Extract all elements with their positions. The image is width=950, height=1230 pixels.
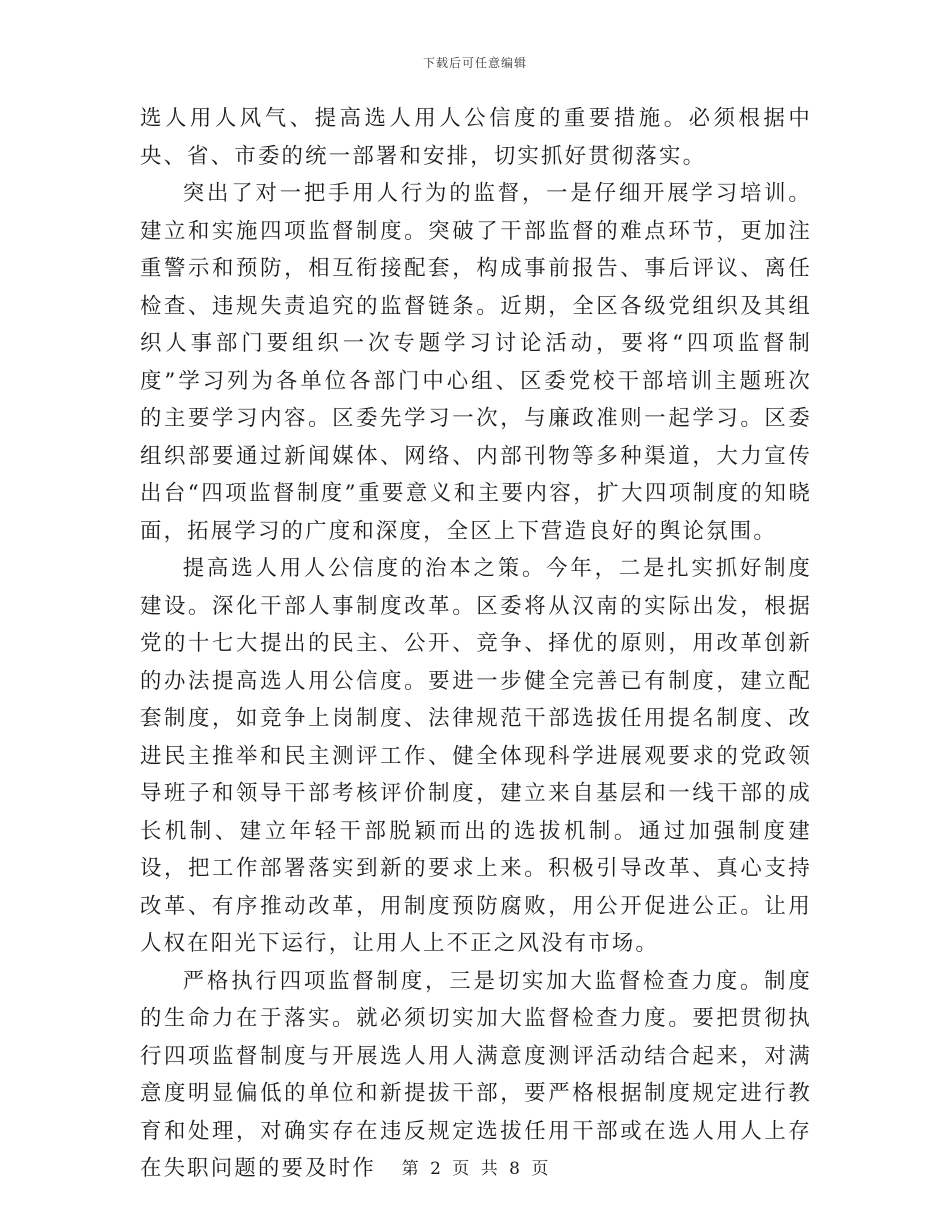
paragraph-supervision: 严格执行四项监督制度，三是切实加大监督检查力度。制度的生命力在于落实。就必须切实加大监督检查力度。要把贯彻执行四项监督制度与开展选人用人满意度测评活动结合起来，对满意度明显偏低的单位和新提拔干部，要严格根据制度规定进行教育和处理，对确实存在违反规定选拔任用干部或在选人用人上存在失职问题的要及时作 <box>140 968 812 1181</box>
page-header: 下载后可任意编辑 <box>422 56 527 70</box>
document-body <box>140 100 812 1188</box>
paragraph-system-building: 提高选人用人公信度的治本之策。今年，二是扎实抓好制度建设。深化干部人事制度改革。区委将从汉南的实际出发，根据党的十七大提出的民主、公开、竞争、择优的原则，用改革创新的办法提高选人用公信度。要进一步健全完善已有制度，建立配套制度，如竞争上岗制度、法律规范干部选拔任用提名制度、改进民主推举和民主测评工作、健全体现科学进展观要求的党政领导班子和领导干部考核评价制度，建立来自基层和一线干部的成长机制、建立年轻干部脱颖而出的选拔机制。通过加强制度建设，把工作部署落实到新的要求上来。积极引导改革、真心支持改革、有序推动改革，用制度预防腐败，用公开促进公正。让用人权在阳光下运行，让用人上不正之风没有市场。 <box>140 556 812 956</box>
paragraph-training: 突出了对一把手用人行为的监督，一是仔细开展学习培训。建立和实施四项监督制度。突破了干部监督的难点环节，更加注重警示和预防，相互衔接配套，构成事前报告、事后评议、离任检查、违规失责追究的监督链条。近期，全区各级党组织及其组织人事部门要组织一次专题学习讨论活动，要将“四项监督制度”学习列为各单位各部门中心组、区委党校干部培训主题班次的主要学习内容。区委先学习一次，与廉政准则一起学习。区委组织部要通过新闻媒体、网络、内部刊物等多种渠道，大力宣传出台“四项监督制度”重要意义和主要内容，扩大四项制度的知晓面，拓展学习的广度和深度，全区上下营造良好的舆论氛围。 <box>140 181 812 544</box>
page-number: 第 2 页 共 8 页 <box>401 1159 549 1179</box>
paragraph-continued: 选人用人风气、提高选人用人公信度的重要措施。必须根据中央、省、市委的统一部署和安排，切实抓好贯彻落实。 <box>140 106 812 169</box>
